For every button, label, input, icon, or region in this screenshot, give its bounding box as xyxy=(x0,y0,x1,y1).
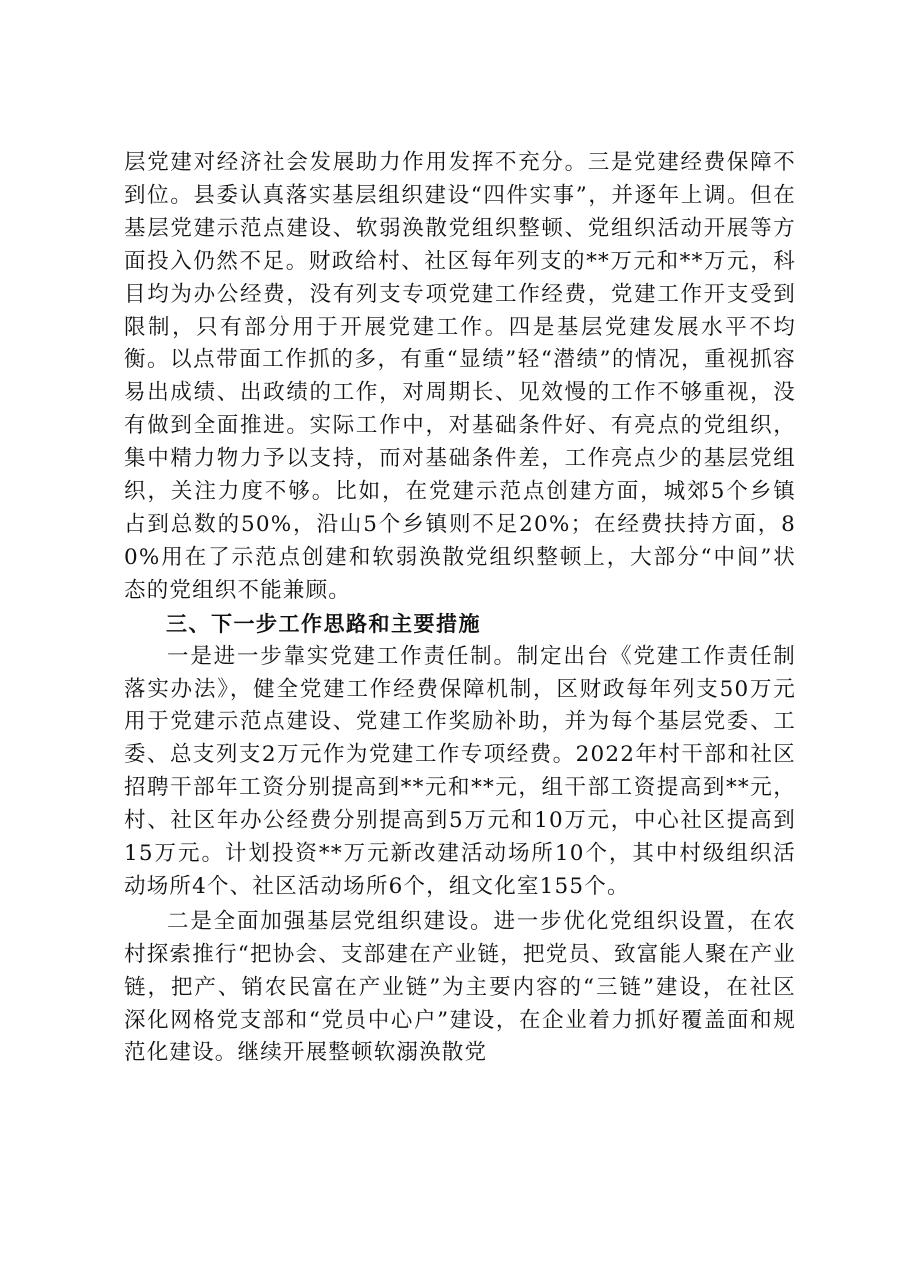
section-heading-next-steps: 三、下一步工作思路和主要措施 xyxy=(166,611,481,636)
paragraph-organization-building: 二是全面加强基层党组织建设。进一步优化党组织设置，在农村探索推行“把协会、支部建在产业链，把党员、致富能人聚在产业链，把产、销农民富在产业链”为主要内容的“三链”建设，在社区深化网格党支部和“党员中心户”建设，在企业着力抓好覆盖面和规范化建设。继续开展整顿软溺涣散党 xyxy=(124,908,796,1066)
document-body xyxy=(124,147,796,1070)
paragraph-funding-imbalance: 层党建对经济社会发展助力作用发挥不充分。三是党建经费保障不到位。县委认真落实基层组织建设“四件实事”，并逐年上调。但在基层党建示范点建设、软弱涣散党组织整顿、党组织活动开展等方面投入仍然不足。财政给村、社区每年列支的**万元和**万元，科目均为办公经费，没有列支专项党建工作经费，党建工作开支受到限制，只有部分用于开展党建工作。四是基层党建发展水平不均衡。以点带面工作抓的多，有重“显绩”轻“潜绩”的情况，重视抓容易出成绩、出政绩的工作，对周期长、见效慢的工作不够重视，没有做到全面推进。实际工作中，对基础条件好、有亮点的党组织，集中精力物力予以支持，而对基础条件差，工作亮点少的基层党组织，关注力度不够。比如，在党建示范点创建方面，城郊5个乡镇占到总数的50%，沿山5个乡镇则不足20%；在经费扶持方面，80%用在了示范点创建和软弱涣散党组织整顿上，大部分“中间”状态的党组织不能兼顾。 xyxy=(124,150,796,603)
paragraph-responsibility-system: 一是进一步靠实党建工作责任制。制定出台《党建工作责任制落实办法》，健全党建工作经费保障机制，区财政每年列支50万元用于党建示范点建设、党建工作奖励补助，并为每个基层党委、工委、总支列支2万元作为党建工作专项经费。2022年村干部和社区招聘干部年工资分别提高到**元和**元，组干部工资提高到**元，村、社区年办公经费分别提高到5万元和10万元，中心社区提高到15万元。计划投资**万元新改建活动场所10个，其中村级组织活动场所4个、社区活动场所6个，组文化室155个。 xyxy=(124,643,796,899)
